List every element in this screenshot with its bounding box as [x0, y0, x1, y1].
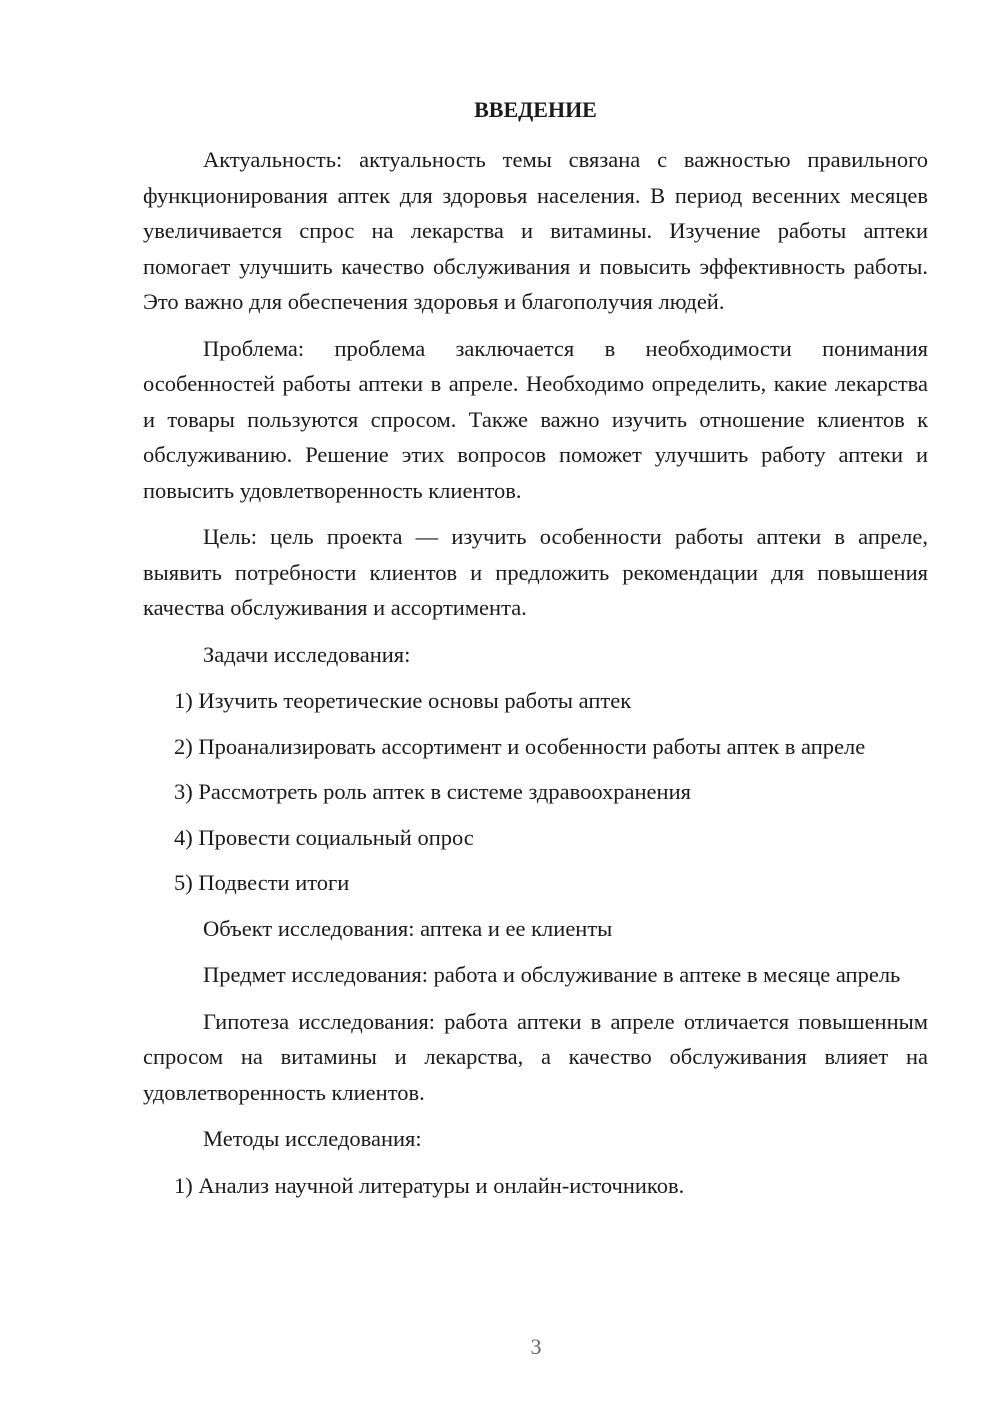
- problem-paragraph: Проблема: проблема заключается в необходимости понимания особенностей работы аптеки в апреле. Необходимо определить, какие лекарства и товары пользуются спросом. Также важно изучить отношение клиентов к обслуживанию. Решение этих вопросов поможет улучшить работу аптеки и повысить удовлетворенность клиентов.: [143, 335, 928, 503]
- task-item-1: 1) Изучить теоретические основы работы аптек: [174, 688, 632, 713]
- task-item-4: 4) Провести социальный опрос: [174, 824, 474, 850]
- goal-paragraph: Цель: цель проекта — изучить особенности работы аптеки в апреле, выявить потребности клиентов и предложить рекомендации для повышения качества обслуживания и ассортимента.: [143, 524, 928, 620]
- object-paragraph: Объект исследования: аптека и ее клиенты: [203, 915, 613, 941]
- methods-title: Методы исследования:: [203, 1126, 422, 1151]
- page-heading: ВВЕДЕНИЕ: [474, 97, 597, 122]
- relevance-paragraph: Актуальность: актуальность темы связана с важностью правильного функционирования аптек для здоровья населения. В период весенних месяцев увеличивается спрос на лекарства и витамины. Изучение работы аптеки помогает улучшить качество обслуживания и повысить эффективность работы. Это важно для обеспечения здоровья и благополучия людей.: [143, 147, 928, 314]
- task-item-3: 3) Рассмотреть роль аптек в системе здравоохранения: [174, 779, 691, 804]
- task-item-5: 5) Подвести итоги: [174, 870, 350, 895]
- tasks-title: Задачи исследования:: [203, 641, 411, 667]
- page-number: 3: [530, 1334, 542, 1359]
- task-item-2: 2) Проанализировать ассортимент и особенности работы аптек в апреле: [174, 733, 866, 759]
- page-content: [143, 95, 928, 1213]
- hypothesis-paragraph: Гипотеза исследования: работа аптеки в апреле отличается повышенным спросом на витамины и лекарства, а качество обслуживания влияет на удовлетворенность клиентов.: [143, 1008, 928, 1105]
- method-item-1: 1) Анализ научной литературы и онлайн-источников.: [174, 1172, 685, 1198]
- subject-paragraph: Предмет исследования: работа и обслуживание в аптеке в месяце апрель: [203, 962, 901, 987]
